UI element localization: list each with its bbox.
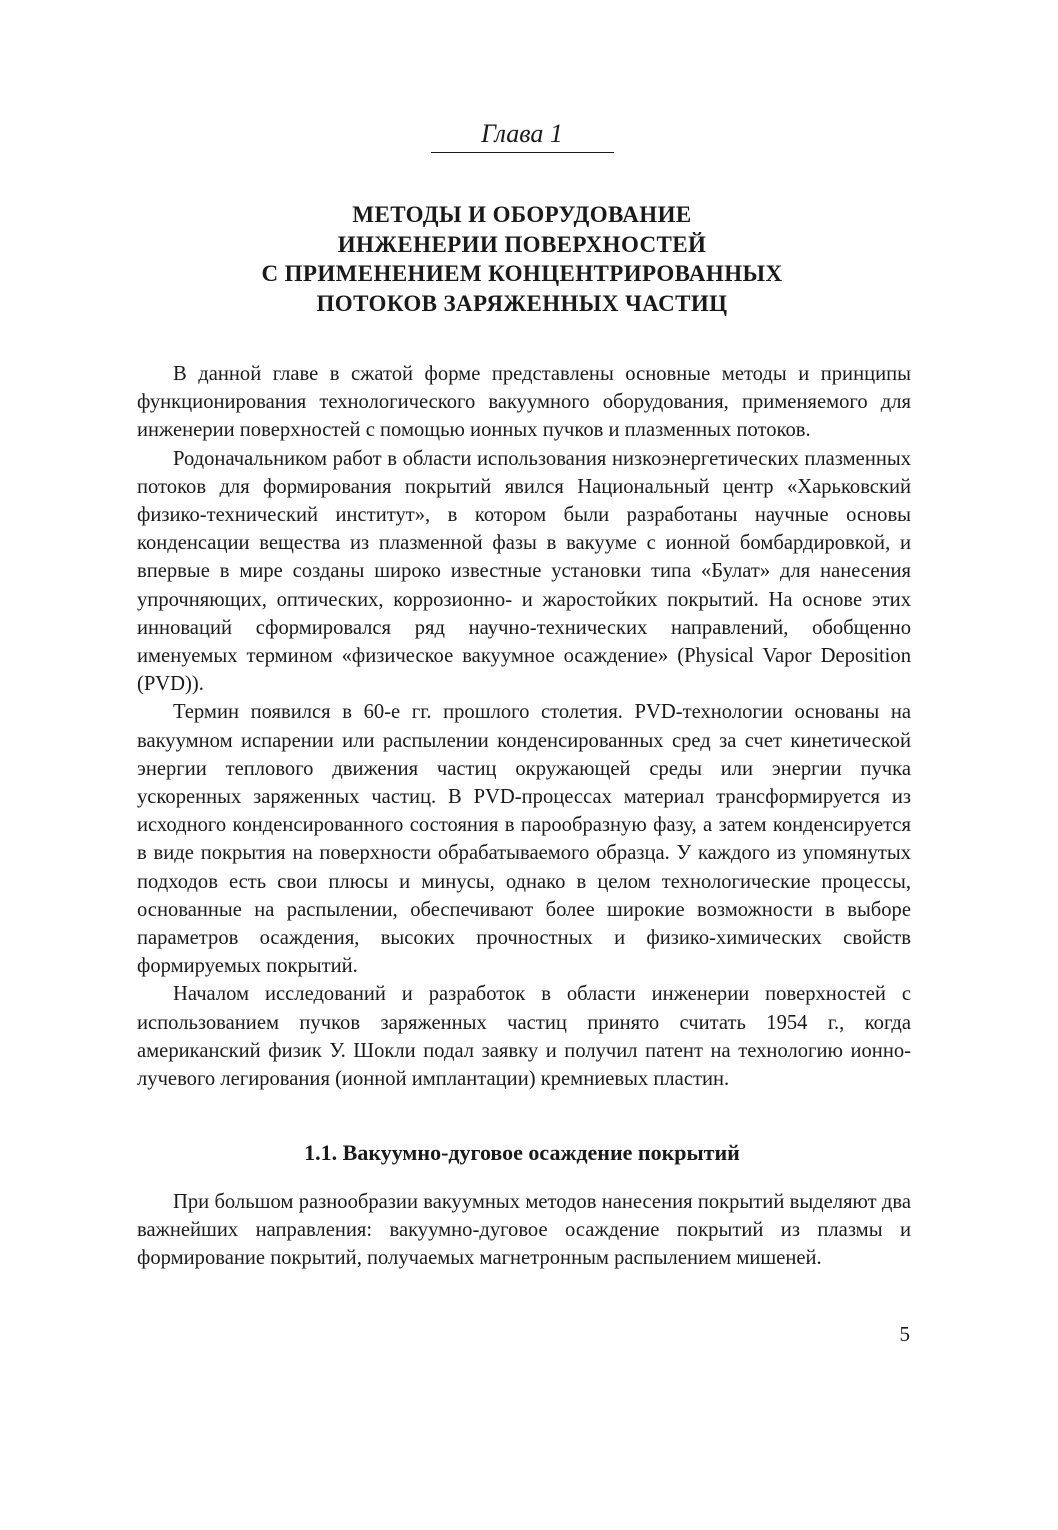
paragraph: В данной главе в сжатой форме представлены основные методы и принципы функционирования технологического вакуумного оборудования, применяемого для инженерии поверхностей с помощью ионных пучков и плазменных потоков. (137, 363, 911, 442)
chapter-title-line: ИНЖЕНЕРИИ ПОВЕРХНОСТЕЙ (337, 231, 707, 257)
paragraph: Началом исследований и разработок в области инженерии поверхностей с использованием пучков заряженных частиц принято считать 1954 г., когда американский физик У. Шокли подал заявку и получил патент на технологию ионно-лучевого легирования (ионной имплантации) кремниевых пластин. (137, 983, 911, 1091)
paragraph: При большом разнообразии вакуумных методов нанесения покрытий выделяют два важнейших направления: вакуумно-дуговое осаждение покрытий из плазмы и формирование покрытий, получаемых магнетронным распылением мишеней. (137, 1191, 911, 1270)
intro-text (137, 360, 911, 1093)
chapter-title (0, 200, 1044, 318)
chapter-title-line: ПОТОКОВ ЗАРЯЖЕННЫХ ЧАСТИЦ (316, 290, 728, 316)
paragraph: Родоначальником работ в области использования низкоэнергетических плазменных потоков для формирования покрытий явился Национальный центр «Харьковский физико-технический институт», в котором были разработаны научные основы конденсации вещества из плазменной фазы в вакууме с ионной бомбардировкой, и впервые в мире созданы широко известные установки типа «Булат» для нанесения упрочняющих, оптических, коррозионно- и жаростойких покрытий. На основе этих инноваций сформировался ряд научно-технических направлений, обобщенно именуемых термином «физическое вакуумное осаждение» (Physical Vapor Deposition (PVD)). (137, 447, 911, 696)
section-text (137, 1188, 911, 1273)
chapter-underline (431, 152, 614, 153)
chapter-label: Глава 1 (481, 119, 563, 148)
paragraph: Термин появился в 60-е гг. прошлого столетия. PVD-технологии основаны на вакуумном испарении или распылении конденсированных сред за счет кинетической энергии теплового движения частиц окружающей среды или энергии пучка ускоренных заряженных частиц. В PVD-процессах материал трансформируется из исходного конденсированного состояния в парообразную фазу, а затем конденсируется в виде покрытия на поверхности обрабатываемого образца. У каждого из упомянутых подходов есть свои плюсы и минусы, однако в целом технологические процессы, основанные на распылении, обеспечивают более широкие возможности в выборе параметров осаждения, высоких прочностных и физико-химических свойств формируемых покрытий. (137, 701, 911, 978)
chapter-title-line: С ПРИМЕНЕНИЕМ КОНЦЕНТРИРОВАННЫХ (261, 261, 783, 286)
page-number: 5 (899, 1322, 910, 1346)
chapter-title-line: МЕТОДЫ И ОБОРУДОВАНИЕ (352, 202, 692, 227)
section-heading: 1.1. Вакуумно-дуговое осаждение покрытий (304, 1140, 740, 1165)
